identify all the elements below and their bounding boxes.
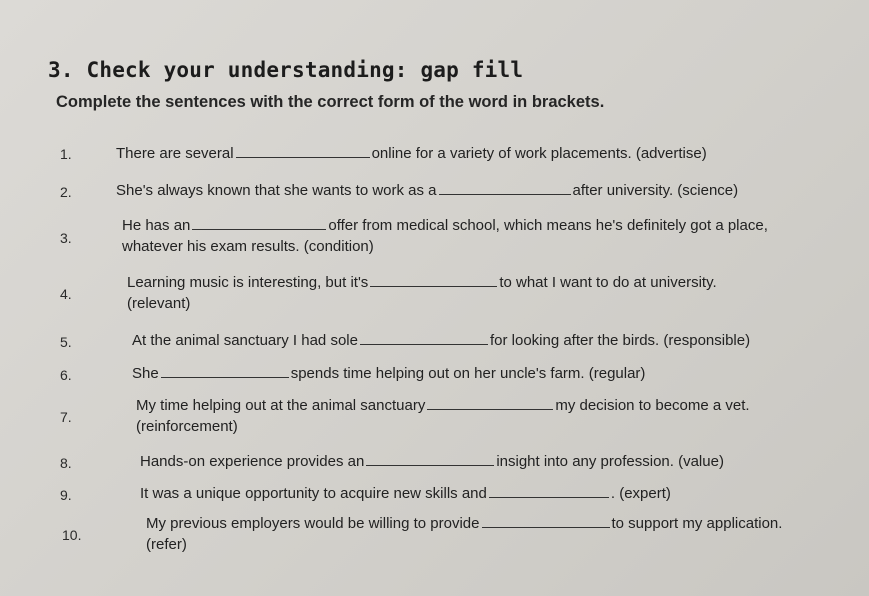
question-text-after: spends time helping out on her uncle's farm. (regular) [290,365,646,382]
question-line [116,181,738,199]
question-text-after: to support my application. [611,515,783,532]
question-line [146,514,782,532]
question-number: 1. [60,146,72,162]
question-number: 7. [60,409,72,425]
question-text-after: after university. (science) [572,182,739,199]
exercise-instruction: Complete the sentences with the correct form of the word in brackets. [56,93,605,111]
question-line [132,364,645,382]
question-text-before: Hands-on experience provides an [140,453,365,470]
answer-blank[interactable] [192,216,326,230]
question-text-after: online for a variety of work placements. (advertise) [371,145,707,162]
answer-blank[interactable] [366,452,494,466]
question-text-after: offer from medical school, which means he's definitely got a place, [328,217,768,234]
question-text-before: My previous employers would be willing to provide [146,515,480,532]
question-text-before: She's always known that she wants to work as a [116,182,437,199]
question-text-after: for looking after the birds. (responsible) [489,332,751,349]
question-number: 6. [60,367,72,383]
question-text-after: . (expert) [610,485,671,502]
answer-blank[interactable] [427,396,553,410]
question-line-continuation: (relevant) [127,295,191,312]
question-number: 5. [60,334,72,350]
question-line [122,216,768,234]
question-text-before: There are several [116,145,234,162]
question-text-before: Learning music is interesting, but it's [127,274,369,291]
question-line [136,396,750,414]
question-line-continuation: (refer) [146,536,187,553]
answer-blank[interactable] [236,144,370,158]
question-line [132,331,750,349]
question-number: 4. [60,286,72,302]
question-line [140,484,671,502]
answer-blank[interactable] [482,514,610,528]
question-text-before: At the animal sanctuary I had sole [132,332,358,349]
question-text-before: My time helping out at the animal sanctuary [136,397,426,414]
question-line [140,452,724,470]
question-text-after: my decision to become a vet. [555,397,750,414]
question-line [116,144,707,162]
answer-blank[interactable] [489,484,609,498]
answer-blank[interactable] [370,273,497,287]
question-line-continuation: (reinforcement) [136,418,238,435]
question-number: 9. [60,487,72,503]
question-number: 2. [60,184,72,200]
answer-blank[interactable] [161,364,289,378]
question-text-after: to what I want to do at university. [499,274,717,291]
question-number: 8. [60,455,72,471]
question-text-before: It was a unique opportunity to acquire new skills and [140,485,487,502]
question-number: 10. [62,527,82,543]
question-line [127,273,717,291]
question-text-before: He has an [122,217,191,234]
question-text-after: insight into any profession. (value) [496,453,724,470]
exercise-heading: 3. Check your understanding: gap fill [48,58,524,82]
question-number: 3. [60,230,72,246]
question-line-continuation: whatever his exam results. (condition) [122,238,374,255]
answer-blank[interactable] [439,181,571,195]
question-text-before: She [132,365,159,382]
answer-blank[interactable] [360,331,488,345]
